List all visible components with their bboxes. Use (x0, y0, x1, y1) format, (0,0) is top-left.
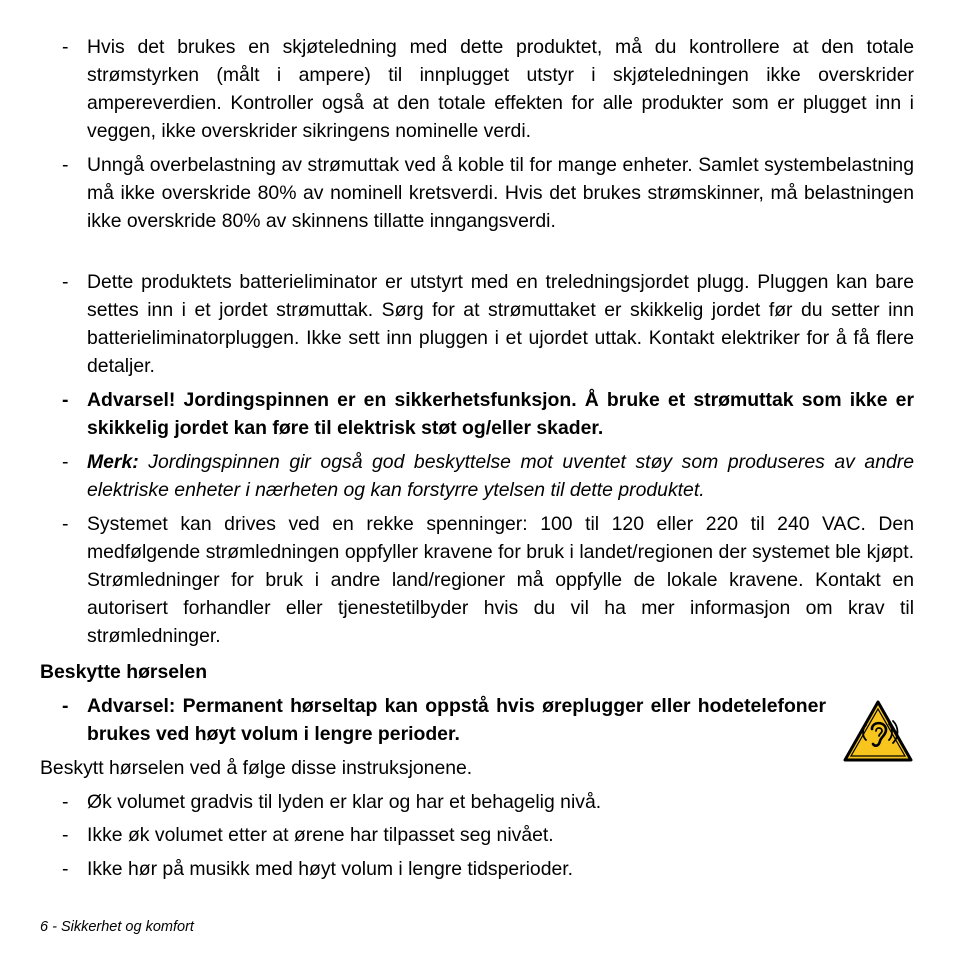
intro-text: Beskytt hørselen ved å følge disse instruksjonene. (40, 757, 473, 779)
list-item (62, 510, 914, 650)
hearing-warning-text: Advarsel: Permanent hørseltap kan oppstå hvis øreplugger eller hodetelefoner brukes ved høyt volum i lengre perioder. (87, 695, 826, 745)
list-item-text: Ikke øk volumet etter at ørene har tilpasset seg nivået. (87, 824, 554, 846)
list-dash: - (62, 154, 69, 176)
warning-item (62, 386, 914, 442)
note-body: Jordingspinnen gir også god beskyttelse mot uventet støy som produseres av andre elektriske enheter i nærheten og kan forstyrre ytelsen til dette produktet. (87, 451, 914, 501)
hearing-warning-icon (842, 699, 914, 763)
note-item (62, 448, 914, 504)
list-dash: - (62, 389, 69, 411)
hearing-warning-item (62, 692, 826, 748)
list-item-text: Unngå overbelastning av strømuttak ved å koble til for mange enheter. Samlet systembelastning må ikke overskride 80% av nominell kretsverdi. Hvis det brukes strømskinner, må belastningen ikke overskride 80% av skinnens tillatte inngangsverdi. (87, 154, 914, 232)
warning-text: Advarsel! Jordingspinnen er en sikkerhetsfunksjon. Å bruke et strømuttak som ikke er skikkelig jordet kan føre til elektrisk støt og/eller skader. (87, 389, 914, 439)
list-item (62, 821, 914, 849)
list-dash: - (62, 271, 69, 293)
list-item (62, 268, 914, 380)
list-item-text: Systemet kan drives ved en rekke spenninger: 100 til 120 eller 220 til 240 VAC. Den medfølgende strømledningen oppfyller kravene for bruk i landet/regionen der systemet ble kjøpt. Strømledninger for bruk i andre land/regioner må oppfylle de lokale kravene. Kontakt en autorisert forhandler eller tjenestetilbyder hvis du vil ha mer informasjon om krav til strømledninger. (87, 513, 914, 647)
list-item-text: Ikke hør på musikk med høyt volum i lengre tidsperioder. (87, 858, 574, 880)
note-text (87, 448, 914, 504)
list-item (62, 33, 914, 145)
list-dash: - (62, 451, 69, 473)
list-dash: - (62, 791, 69, 813)
list-dash: - (62, 695, 69, 717)
list-item (62, 788, 914, 816)
list-dash: - (62, 824, 69, 846)
list-dash: - (62, 858, 69, 880)
list-item (62, 151, 914, 235)
list-item-text: Dette produktets batterieliminator er utstyrt med en treledningsjordet plugg. Pluggen kan bare settes inn i et jordet strømuttak. Sørg for at strømuttaket er skikkelig jordet før du setter inn batterieliminatorpluggen. Ikke sett inn pluggen i et ujordet uttak. Kontakt elektriker for å få flere detaljer. (87, 271, 914, 377)
list-item (62, 855, 914, 883)
page-footer: 6 - Sikkerhet og komfort (40, 919, 194, 935)
list-item-text: Hvis det brukes en skjøteledning med dette produktet, må du kontrollere at den totale strømstyrken (målt i ampere) til innplugget utstyr i skjøteledningen ikke overskrider ampereverdien. Kontroller også at den totale effekten for alle produkter som er plugget inn i veggen, ikke overskrider sikringens nominelle verdi. (87, 36, 914, 142)
section-heading: Beskytte hørselen (40, 661, 208, 683)
list-item-text: Øk volumet gradvis til lyden er klar og har et behagelig nivå. (87, 791, 602, 813)
note-label: Merk: (87, 451, 139, 473)
list-dash: - (62, 513, 69, 535)
list-dash: - (62, 36, 69, 58)
